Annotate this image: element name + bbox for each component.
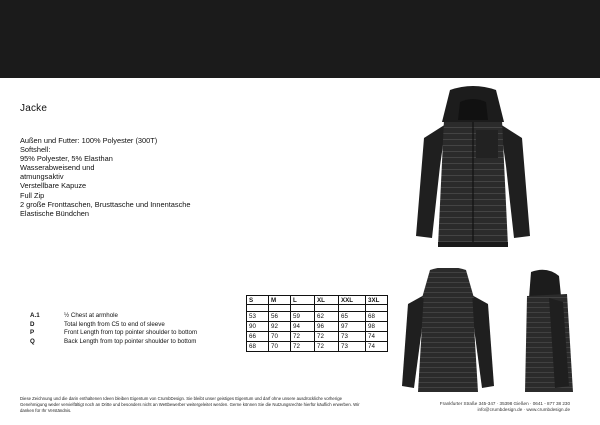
size-header: L	[291, 296, 315, 305]
description-line: 2 große Fronttaschen, Brusttasche und Innentasche	[20, 199, 191, 209]
table-cell: 73	[339, 342, 366, 352]
company-address: Frankfurter Straße 345-347 · 35398 Gießen · 0641 - 877 38 230	[439, 401, 570, 406]
measurement-row	[30, 321, 197, 330]
empty-cell	[339, 305, 366, 312]
table-row	[247, 342, 388, 352]
measurement-code: D	[30, 320, 35, 328]
measurement-row	[30, 312, 197, 321]
table-cell: 74	[366, 332, 388, 342]
jacket-side-icon	[517, 268, 581, 396]
table-cell: 62	[315, 312, 339, 322]
product-title: Jacke	[20, 103, 48, 114]
table-cell: 74	[366, 342, 388, 352]
description-line: Verstellbare Kapuze	[20, 181, 87, 191]
table-cell: 72	[291, 342, 315, 352]
jacket-front-icon	[402, 86, 544, 256]
header-bar	[0, 0, 600, 78]
measurement-code: A.1	[30, 312, 40, 319]
empty-cell	[291, 305, 315, 312]
measurement-label: Front Length from top pointer shoulder to bottom	[64, 329, 198, 337]
measurement-code: Q	[30, 337, 35, 345]
measurement-row	[30, 329, 197, 338]
description-line: atmungsaktiv	[20, 172, 64, 182]
table-row	[247, 332, 388, 342]
table-row	[247, 312, 388, 322]
table-cell: 66	[247, 332, 269, 342]
description-line: Elastische Bündchen	[20, 208, 90, 218]
table-cell: 72	[315, 342, 339, 352]
table-cell: 73	[339, 332, 366, 342]
size-header: 3XL	[366, 296, 388, 305]
measurement-label: Back Length from top pointer shoulder to bottom	[64, 337, 197, 345]
description-line: Wasserabweisend und	[20, 163, 95, 173]
table-cell: 98	[366, 322, 388, 332]
empty-cell	[269, 305, 291, 312]
table-cell: 96	[315, 322, 339, 332]
table-cell: 70	[269, 342, 291, 352]
table-cell: 68	[366, 312, 388, 322]
table-row	[247, 322, 388, 332]
table-cell: 65	[339, 312, 366, 322]
table-cell: 94	[291, 322, 315, 332]
company-email: info@crumbdesign.de · www.crumbdesign.de	[477, 407, 570, 412]
description-line: Full Zip	[20, 190, 45, 200]
measurement-row	[30, 338, 197, 347]
measurement-labels	[30, 312, 197, 346]
product-description	[20, 136, 191, 218]
empty-cell	[366, 305, 388, 312]
copyright-disclaimer: Diese Zeichnung und die darin enthaltenen Ideen bleiben Eigentum von CrumbDesign. Sie bleibt unser geistiges Eigentum und darf ohne unsere ausdrückliche vorherige Genehmigung weder vervielfältigt noch an Dritte und besonders nicht an Wettbewerber weitergeleitet werden. Gerne können Sie die Nutzungsrechte hierfür käuflich erwerben. Wir danken für Ihr Verständnis.	[20, 396, 360, 413]
description-line: Softshell:	[20, 145, 51, 155]
size-header: M	[269, 296, 291, 305]
measurement-label: Total length from C5 to end of sleeve	[64, 320, 165, 328]
measurement-label: ½ Chest at armhole	[64, 312, 118, 319]
table-cell: 90	[247, 322, 269, 332]
description-line: Außen und Futter: 100% Polyester (300T)	[20, 136, 158, 145]
size-header: XXL	[339, 296, 366, 305]
table-cell: 72	[315, 332, 339, 342]
table-cell: 68	[247, 342, 269, 352]
table-cell: 53	[247, 312, 269, 322]
table-cell: 70	[269, 332, 291, 342]
table-cell: 56	[269, 312, 291, 322]
table-cell: 72	[291, 332, 315, 342]
description-line: 95% Polyester, 5% Elasthan	[20, 154, 113, 164]
size-table	[246, 295, 388, 352]
size-header: XL	[315, 296, 339, 305]
empty-cell	[247, 305, 269, 312]
table-cell: 59	[291, 312, 315, 322]
table-cell: 97	[339, 322, 366, 332]
company-contact	[440, 401, 570, 413]
empty-cell	[315, 305, 339, 312]
table-cell: 92	[269, 322, 291, 332]
measurement-code: P	[30, 329, 35, 337]
size-header: S	[247, 296, 269, 305]
jacket-back-icon	[398, 268, 498, 396]
